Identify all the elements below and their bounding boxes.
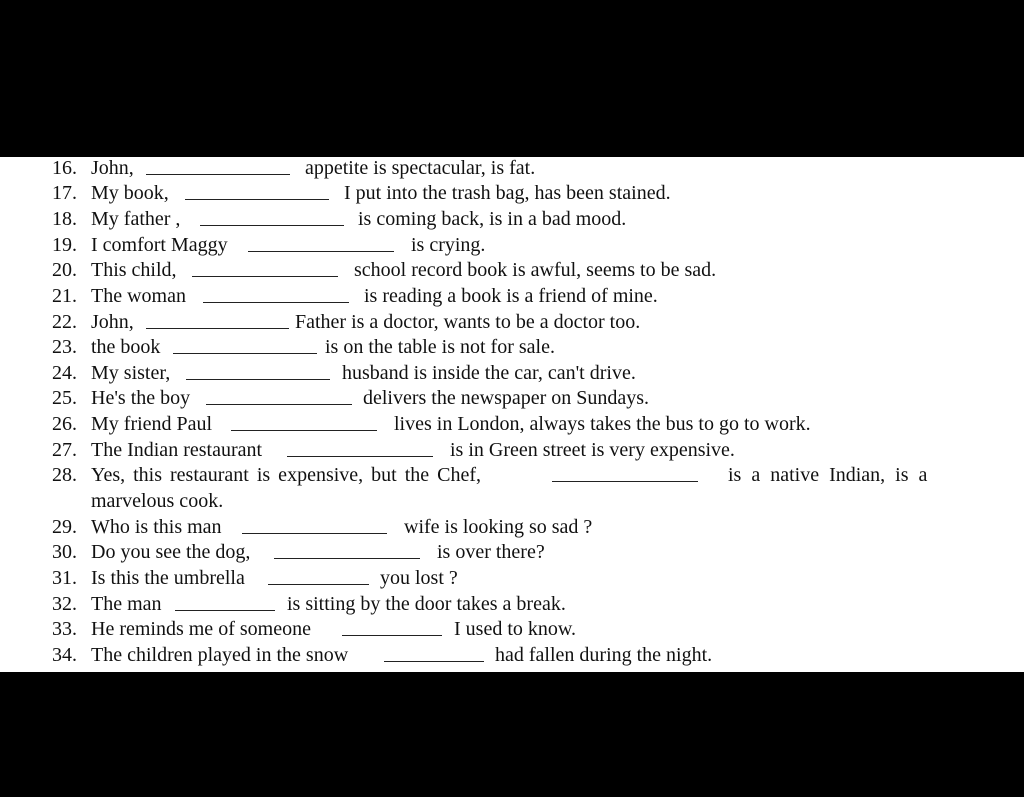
question-text-before: Yes, this restaurant is expensive, but the Chef, bbox=[91, 464, 482, 486]
question-text-before: The Indian restaurant bbox=[91, 439, 263, 461]
question-number: 30. bbox=[52, 541, 77, 563]
question-text-before: John, bbox=[91, 311, 134, 333]
worksheet-page bbox=[0, 157, 1024, 672]
question-19 bbox=[0, 234, 1024, 258]
question-16 bbox=[0, 157, 1024, 181]
question-text-after: you lost ? bbox=[380, 567, 458, 589]
answer-blank[interactable] bbox=[206, 404, 352, 405]
question-number: 16. bbox=[52, 157, 77, 179]
answer-blank[interactable] bbox=[274, 558, 420, 559]
question-28-continuation bbox=[0, 490, 1024, 514]
question-text-after: I used to know. bbox=[454, 618, 577, 640]
question-text-after: is reading a book is a friend of mine. bbox=[364, 285, 658, 307]
answer-blank[interactable] bbox=[287, 456, 433, 457]
question-20 bbox=[0, 259, 1024, 283]
question-text-after: is on the table is not for sale. bbox=[325, 336, 555, 358]
answer-blank[interactable] bbox=[185, 199, 329, 200]
question-number: 25. bbox=[52, 387, 77, 409]
answer-blank[interactable] bbox=[192, 276, 338, 277]
question-number: 32. bbox=[52, 593, 77, 615]
question-number: 27. bbox=[52, 439, 77, 461]
question-number: 20. bbox=[52, 259, 77, 281]
question-text-before: He reminds me of someone bbox=[91, 618, 311, 640]
answer-blank[interactable] bbox=[175, 610, 275, 611]
question-24 bbox=[0, 362, 1024, 386]
question-text-before: Do you see the dog, bbox=[91, 541, 251, 563]
question-text-after: delivers the newspaper on Sundays. bbox=[363, 387, 650, 409]
question-number: 33. bbox=[52, 618, 77, 640]
question-18 bbox=[0, 208, 1024, 232]
question-text-before: I comfort Maggy bbox=[91, 234, 228, 256]
question-33 bbox=[0, 618, 1024, 642]
question-text-before: Is this the umbrella bbox=[91, 567, 245, 589]
question-text-after: is a native Indian, is a bbox=[728, 464, 928, 486]
question-22 bbox=[0, 311, 1024, 335]
question-text-before: The children played in the snow bbox=[91, 644, 349, 666]
question-number: 34. bbox=[52, 644, 77, 666]
question-text-after: I put into the trash bag, has been stained. bbox=[344, 182, 671, 204]
answer-blank[interactable] bbox=[384, 661, 484, 662]
question-text-after: is over there? bbox=[437, 541, 545, 563]
question-number: 24. bbox=[52, 362, 77, 384]
question-27 bbox=[0, 439, 1024, 463]
question-number: 28. bbox=[52, 464, 77, 486]
question-text-continuation: marvelous cook. bbox=[91, 490, 224, 512]
question-number: 18. bbox=[52, 208, 77, 230]
answer-blank[interactable] bbox=[552, 481, 698, 482]
question-number: 31. bbox=[52, 567, 77, 589]
question-number: 17. bbox=[52, 182, 77, 204]
question-number: 19. bbox=[52, 234, 77, 256]
question-text-after: is sitting by the door takes a break. bbox=[287, 593, 566, 615]
question-text-after: lives in London, always takes the bus to go to work. bbox=[394, 413, 811, 435]
question-number: 21. bbox=[52, 285, 77, 307]
answer-blank[interactable] bbox=[268, 584, 369, 585]
question-text-before: the book bbox=[91, 336, 161, 358]
question-number: 22. bbox=[52, 311, 77, 333]
answer-blank[interactable] bbox=[231, 430, 377, 431]
question-text-after: is crying. bbox=[411, 234, 486, 256]
question-number: 26. bbox=[52, 413, 77, 435]
question-29 bbox=[0, 516, 1024, 540]
question-28 bbox=[0, 464, 1024, 488]
question-34 bbox=[0, 644, 1024, 668]
question-text-before: John, bbox=[91, 157, 134, 179]
question-text-before: He's the boy bbox=[91, 387, 191, 409]
question-text-before: My father , bbox=[91, 208, 181, 230]
question-text-after: Father is a doctor, wants to be a doctor too. bbox=[295, 311, 641, 333]
question-text-after: school record book is awful, seems to be sad. bbox=[354, 259, 717, 281]
answer-blank[interactable] bbox=[342, 635, 442, 636]
answer-blank[interactable] bbox=[186, 379, 330, 380]
question-text-before: My sister, bbox=[91, 362, 171, 384]
question-text-before: My friend Paul bbox=[91, 413, 213, 435]
answer-blank[interactable] bbox=[146, 328, 289, 329]
question-text-before: Who is this man bbox=[91, 516, 222, 538]
question-31 bbox=[0, 567, 1024, 591]
question-text-after: appetite is spectacular, is fat. bbox=[305, 157, 536, 179]
question-text-after: wife is looking so sad ? bbox=[404, 516, 593, 538]
question-text-after: husband is inside the car, can't drive. bbox=[342, 362, 636, 384]
question-21 bbox=[0, 285, 1024, 309]
question-text-before: My book, bbox=[91, 182, 169, 204]
question-number: 29. bbox=[52, 516, 77, 538]
question-text-after: is coming back, is in a bad mood. bbox=[358, 208, 627, 230]
answer-blank[interactable] bbox=[242, 533, 387, 534]
question-30 bbox=[0, 541, 1024, 565]
question-number: 23. bbox=[52, 336, 77, 358]
question-32 bbox=[0, 593, 1024, 617]
question-25 bbox=[0, 387, 1024, 411]
question-text-before: This child, bbox=[91, 259, 177, 281]
question-26 bbox=[0, 413, 1024, 437]
question-text-before: The woman bbox=[91, 285, 186, 307]
answer-blank[interactable] bbox=[173, 353, 317, 354]
question-text-after: is in Green street is very expensive. bbox=[450, 439, 735, 461]
answer-blank[interactable] bbox=[200, 225, 344, 226]
answer-blank[interactable] bbox=[203, 302, 349, 303]
answer-blank[interactable] bbox=[248, 251, 394, 252]
question-text-after: had fallen during the night. bbox=[495, 644, 713, 666]
question-17 bbox=[0, 182, 1024, 206]
answer-blank[interactable] bbox=[146, 174, 290, 175]
question-text-before: The man bbox=[91, 593, 162, 615]
question-23 bbox=[0, 336, 1024, 360]
